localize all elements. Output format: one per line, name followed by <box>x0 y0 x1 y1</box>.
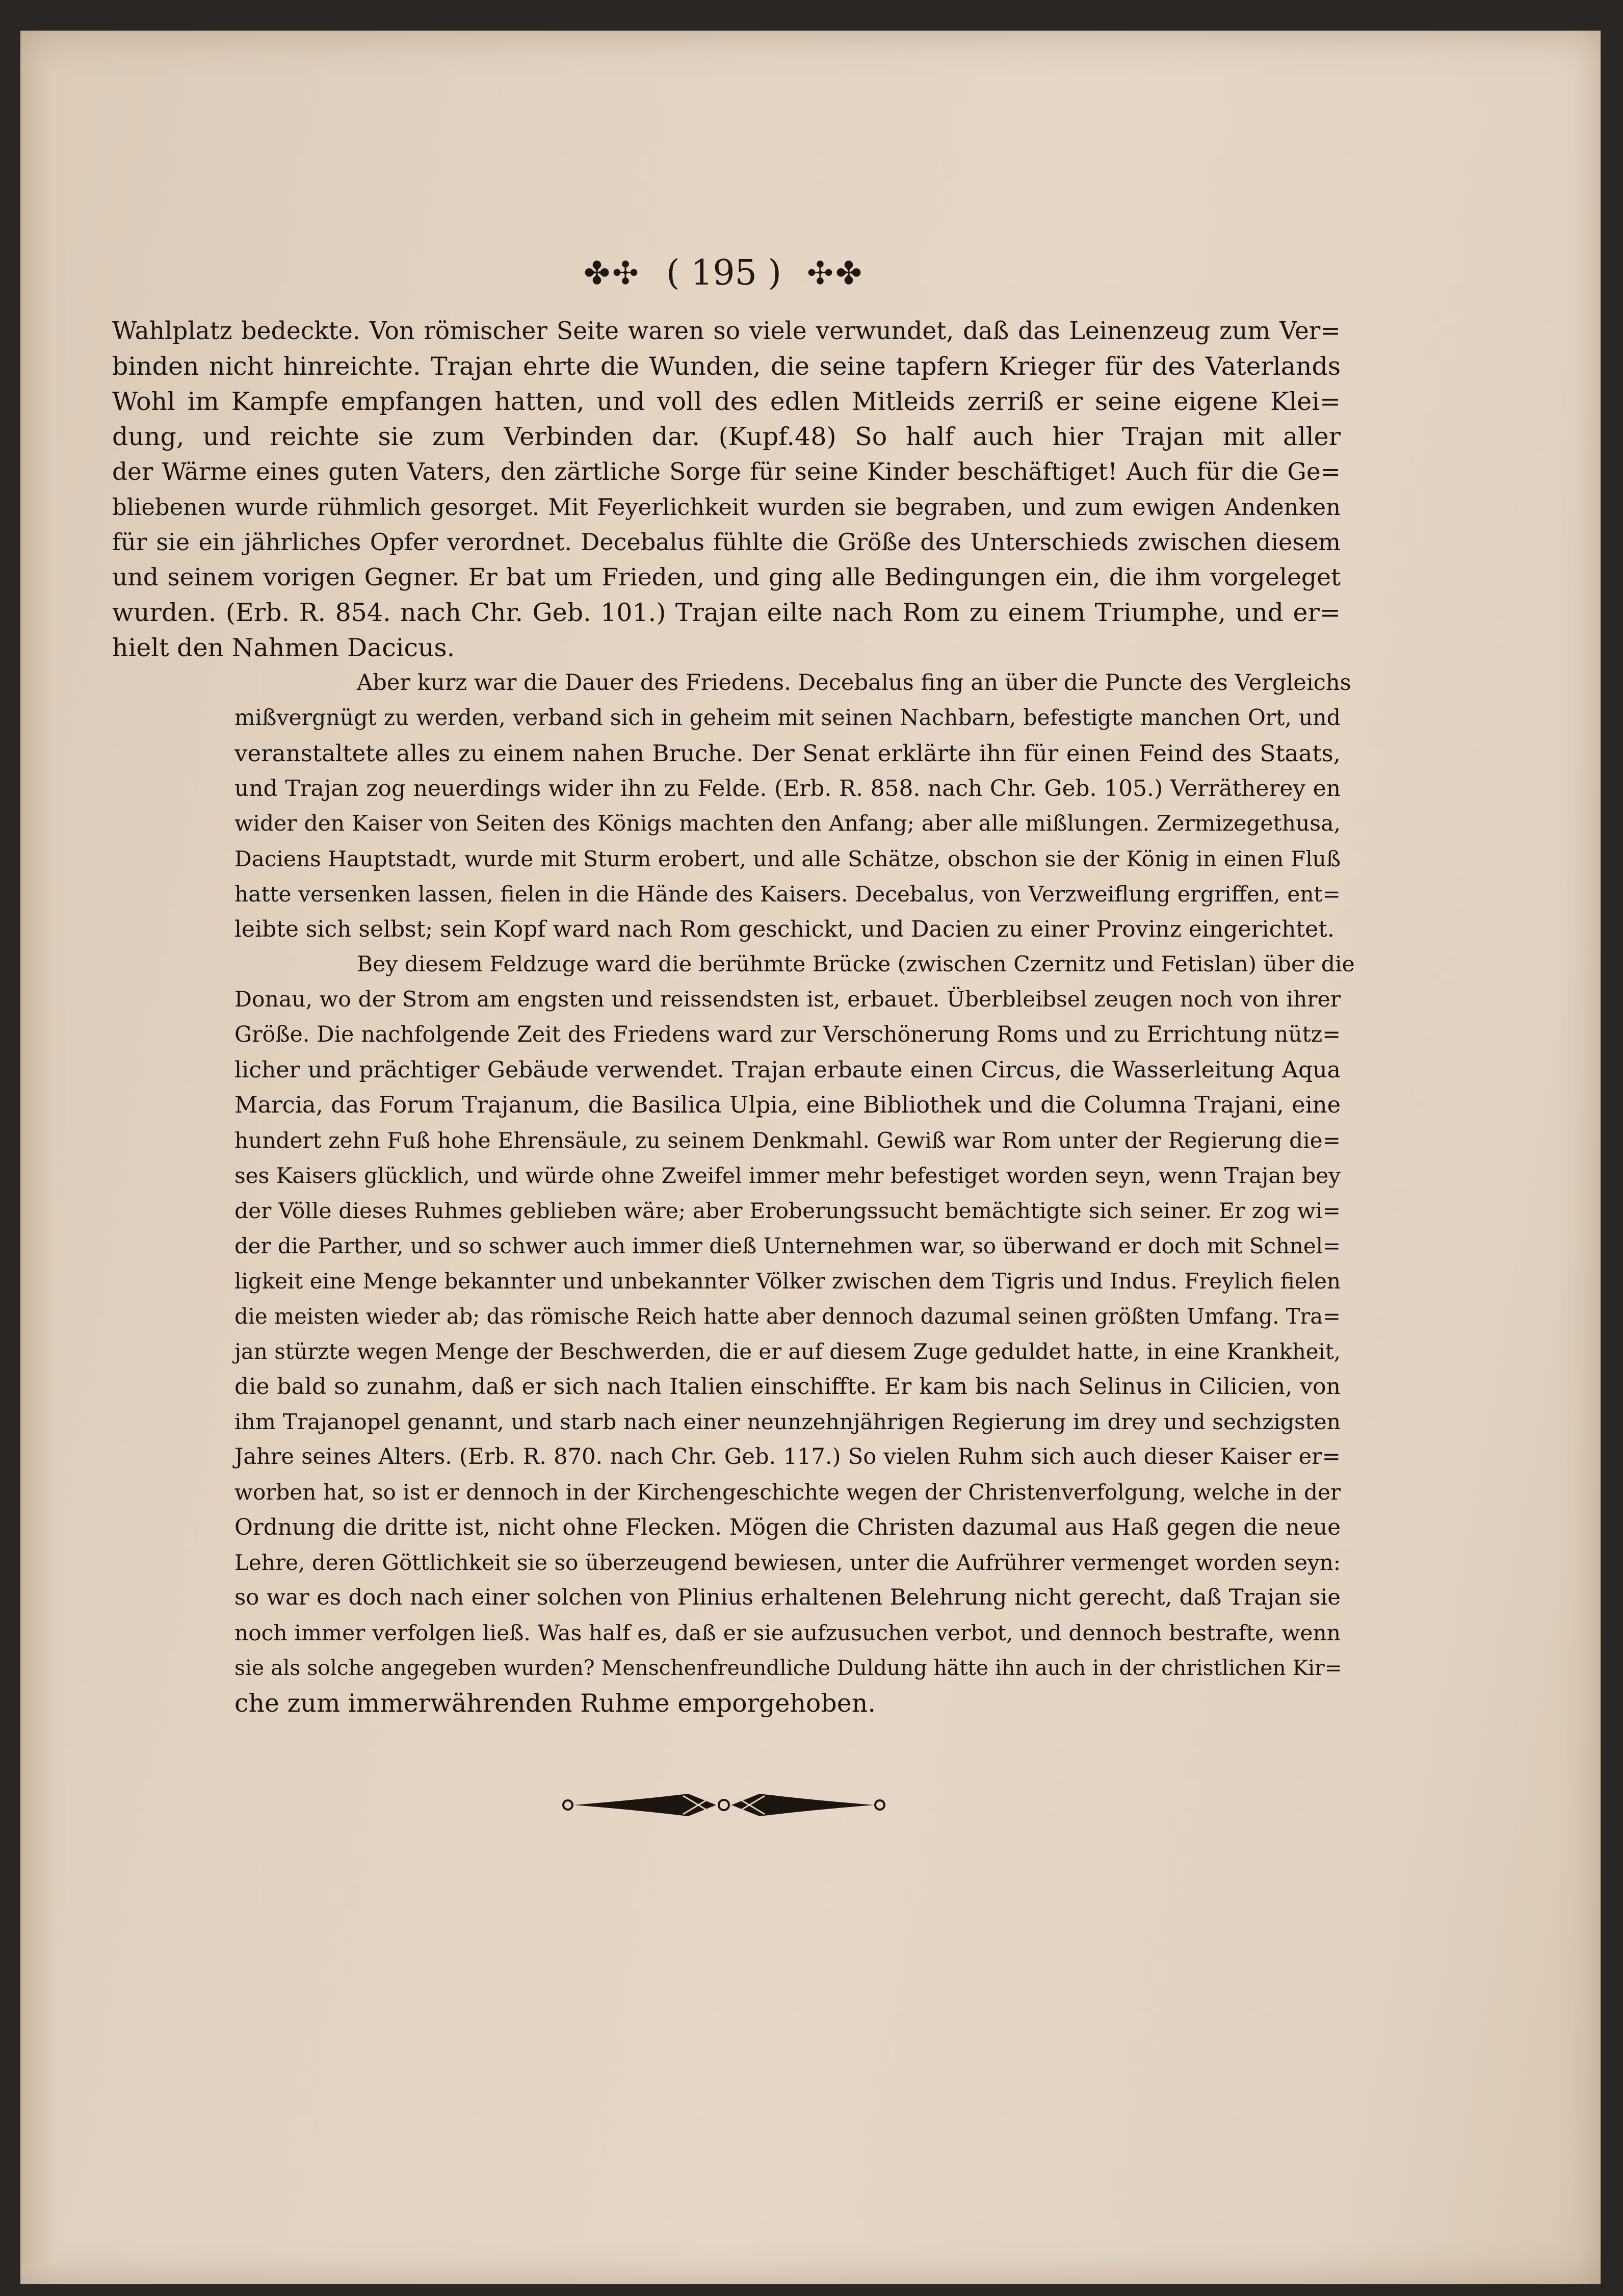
text-line: so war es doch nach einer solchen von Plinius erhaltenen Belehrung nicht gerecht, daß Trajan sie <box>234 1585 1341 1610</box>
text-line: noch immer verfolgen ließ. Was half es, daß er sie aufzusuchen verbot, und dennoch bestrafte, wenn <box>234 1620 1341 1645</box>
text-line: worben hat, so ist er dennoch in der Kirchengeschichte wegen der Christenverfolgung, welche in der <box>234 1480 1341 1505</box>
text-line: veranstaltete alles zu einem nahen Bruche. Der Senat erklärte ihn für einen Feind des Staats, <box>234 740 1341 767</box>
text-line: hielt den Nahmen Dacicus. <box>112 633 455 662</box>
paragraph <box>112 665 1351 947</box>
text-line: Größe. Die nachfolgende Zeit des Friedens ward zur Verschönerung Roms und zu Errichtung nütz= <box>234 1022 1341 1047</box>
text-line: und seinem vorigen Gegner. Er bat um Frieden, und ging alle Bedingungen ein, die ihm vorgeleget <box>112 563 1341 591</box>
page-header <box>545 245 902 301</box>
text-line: Donau, wo der Strom am engsten und reissendsten ist, erbauet. Überbleibsel zeugen noch von ihrer <box>234 987 1341 1012</box>
text-line: Marcia, das Forum Trajanum, die Basilica Ulpia, eine Bibliothek und die Columna Trajani, eine <box>234 1092 1341 1118</box>
body-text <box>112 314 1355 1721</box>
page-number: ( 195 ) <box>666 252 782 293</box>
text-line: leibte sich selbst; sein Kopf ward nach Rom geschickt, und Dacien zu einer Provinz eingerichtet. <box>234 916 1334 942</box>
header-ornament-right: ✣✤ <box>807 254 864 292</box>
text-line: ses Kaisers glücklich, und würde ohne Zweifel immer mehr befestiget worden seyn, wenn Trajan bey <box>234 1163 1341 1188</box>
header-ornament-left: ✤✣ <box>584 254 641 292</box>
text-line: der Wärme eines guten Vaters, den zärtliche Sorge für seine Kinder beschäftiget! Auch für die Ge= <box>112 458 1341 486</box>
page-spine-edge <box>20 71 56 2264</box>
text-line: dung, und reichte sie zum Verbinden dar. (Kupf.48) So half auch hier Trajan mit aller <box>112 422 1341 451</box>
text-line: ligkeit eine Menge bekannter und unbekannter Völker zwischen dem Tigris und Indus. Freylich fielen <box>234 1269 1341 1294</box>
text-line: hundert zehn Fuß hohe Ehrensäule, zu seinem Denkmahl. Gewiß war Rom unter der Regierung die= <box>234 1128 1341 1153</box>
text-line: der die Parther, und so schwer auch immer dieß Unternehmen war, so überwand er doch mit Schnel= <box>234 1233 1341 1258</box>
text-line: Jahre seines Alters. (Erb. R. 870. nach Chr. Geb. 117.) So vielen Ruhm sich auch dieser Kaiser er= <box>234 1444 1341 1469</box>
text-line: che zum immerwährenden Ruhme emporgehoben. <box>234 1689 876 1718</box>
end-ornament-icon <box>561 1785 887 1825</box>
paragraph <box>112 947 1355 1721</box>
text-line: die bald so zunahm, daß er sich nach Italien einschiffte. Er kam bis nach Selinus in Cilicien, von <box>234 1374 1341 1400</box>
text-line: sie als solche angegeben wurden? Menschenfreundliche Duldung hätte ihn auch in der christlichen Kir= <box>234 1656 1342 1680</box>
text-line: der Völle dieses Ruhmes geblieben wäre; aber Eroberungssucht bemächtigte sich seiner. Er zog wi= <box>234 1198 1341 1223</box>
text-line: für sie ein jährliches Opfer verordnet. Decebalus fühlte die Größe des Unterschieds zwischen diesem <box>112 528 1341 556</box>
text-line: Aber kurz war die Dauer des Friedens. Decebalus fing an über die Puncte des Vergleichs <box>357 670 1351 695</box>
text-line: jan stürzte wegen Menge der Beschwerden, die er auf diesem Zuge geduldet hatte, in eine Krankheit, <box>234 1339 1341 1364</box>
text-line: die meisten wieder ab; das römische Reich hatte aber dennoch dazumal seinen größten Umfang. Tra= <box>234 1304 1341 1329</box>
text-line: Daciens Hauptstadt, wurde mit Sturm erobert, und alle Schätze, obschon sie der König in einen Fluß <box>234 846 1341 871</box>
paragraph <box>112 314 1341 665</box>
text-line: bliebenen wurde rühmlich gesorget. Mit Feyerlichkeit wurden sie begraben, und zum ewigen Andenken <box>112 494 1341 521</box>
text-line: Bey diesem Feldzuge ward die berühmte Brücke (zwischen Czernitz und Fetislan) über die <box>357 952 1355 977</box>
text-line: Ordnung die dritte ist, nicht ohne Flecken. Mögen die Christen dazumal aus Haß gegen die neue <box>234 1514 1341 1540</box>
text-line: wurden. (Erb. R. 854. nach Chr. Geb. 101.) Trajan eilte nach Rom zu einem Triumphe, und er= <box>112 598 1341 627</box>
text-line: ihm Trajanopel genannt, und starb nach einer neunzehnjährigen Regierung im drey und sechzigsten <box>234 1409 1341 1434</box>
text-line: mißvergnügt zu werden, verband sich in geheim mit seinen Nachbarn, befestigte manchen Ort, und <box>234 705 1341 731</box>
text-line: Wohl im Kampfe empfangen hatten, und voll des edlen Mitleids zerriß er seine eigene Klei= <box>112 387 1341 416</box>
text-line: licher und prächtiger Gebäude verwendet. Trajan erbaute einen Circus, die Wasserleitung Aqua <box>234 1057 1341 1083</box>
text-line: und Trajan zog neuerdings wider ihn zu Felde. (Erb. R. 858. nach Chr. Geb. 105.) Verrätherey en <box>234 776 1341 802</box>
text-line: Wahlplatz bedeckte. Von römischer Seite waren so viele verwundet, daß das Leinenzeug zum Ver= <box>112 317 1341 345</box>
text-line: Lehre, deren Göttlichkeit sie so überzeugend bewiesen, unter die Aufrührer vermenget worden seyn: <box>234 1550 1341 1575</box>
book-page <box>20 31 1601 2284</box>
text-line: hatte versenken lassen, fielen in die Hände des Kaisers. Decebalus, von Verzweiflung ergriffen, ent= <box>234 882 1341 907</box>
text-line: wider den Kaiser von Seiten des Königs machten den Anfang; aber alle mißlungen. Zermizegethusa, <box>234 811 1341 836</box>
text-line: binden nicht hinreichte. Trajan ehrte die Wunden, die seine tapfern Krieger für des Vaterlands <box>112 352 1341 381</box>
